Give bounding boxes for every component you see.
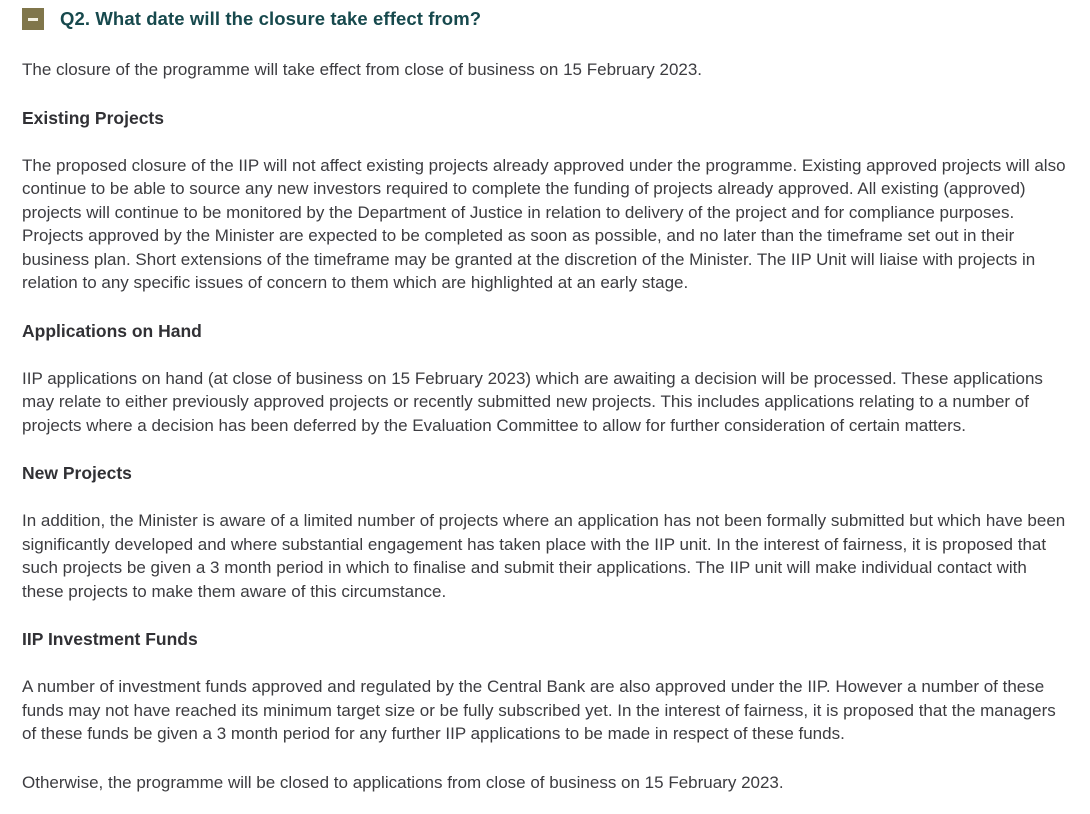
section-paragraph-iip-investment-funds: A number of investment funds approved and regulated by the Central Bank are also approved under the IIP. However a number of these funds may not have reached its minimum target size or be fully subscribed yet. In the interest of fairness, it is proposed that the managers of these funds be given a 3 month period for any further IIP applications to be made in respect of these funds. — [22, 677, 1056, 743]
section-heading-existing-projects: Existing Projects — [22, 107, 164, 128]
section-heading-new-projects: New Projects — [22, 463, 132, 483]
section-paragraph-existing-projects: The proposed closure of the IIP will not affect existing projects already approved under the programme. Existing approved projects will also continue to be able to source any new investors required to complete the funding of projects already approved. All existing (approved) projects will continue to be monitored by the Department of Justice in relation to delivery of the project and for compliance purposes. Projects approved by the Minister are expected to be completed as soon as possible, and no later than the timeframe set out in their business plan. Short extensions of the timeframe may be granted at the discretion of the Minister. The IIP Unit will liaise with projects in relation to any specific issues of concern to them which are highlighted at an early stage. — [22, 155, 1066, 292]
closing-paragraph: Otherwise, the programme will be closed to applications from close of business on 15 February 2023. — [22, 772, 784, 792]
section-heading-iip-investment-funds: IIP Investment Funds — [22, 629, 198, 649]
accordion-collapse-button[interactable] — [22, 8, 44, 30]
accordion-header[interactable] — [22, 8, 1068, 30]
intro-paragraph: The closure of the programme will take effect from close of business on 15 February 2023. — [22, 60, 703, 79]
question-title: Q2. What date will the closure take effect from? — [60, 8, 482, 29]
section-paragraph-applications-on-hand: IIP applications on hand (at close of business on 15 February 2023) which are awaiting a decision will be processed. These applications may relate to either previously approved projects or recently submitted new projects. This includes applications relating to a number of projects where a decision has been deferred by the Evaluation Committee to allow for further consideration of certain matters. — [22, 368, 1043, 435]
section-paragraph-new-projects: In addition, the Minister is aware of a limited number of projects where an application has not been formally submitted but which have been significantly developed and where substantial engagement has taken place with the IIP unit. In the interest of fairness, it is proposed that such projects be given a 3 month period in which to finalise and submit their applications. The IIP unit will make individual contact with these projects to make them aware of this circumstance. — [22, 511, 1066, 601]
answer-body — [22, 58, 1068, 794]
section-heading-applications-on-hand: Applications on Hand — [22, 320, 202, 341]
minus-icon — [28, 18, 38, 21]
